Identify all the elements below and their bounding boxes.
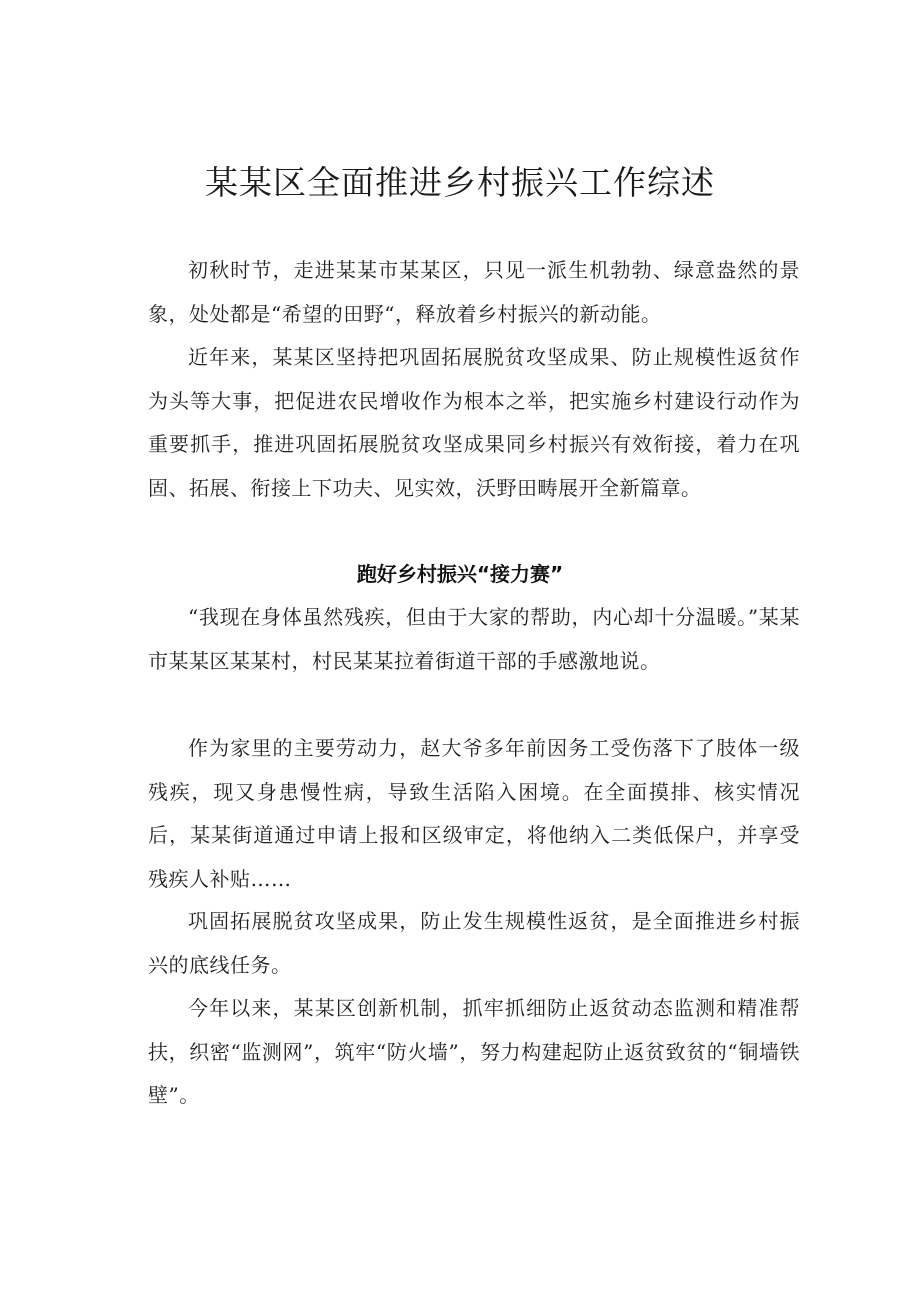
- paragraph-section-3: 巩固拓展脱贫攻坚成果，防止发生规模性返贫，是全面推进乡村振兴的底线任务。: [148, 909, 800, 977]
- paragraph-section-2: 作为家里的主要劳动力，赵大爷多年前因务工受伤落下了肢体一级残疾，现又身患慢性病，导致生活陷入困境。在全面摸排、核实情况后，某某街道通过申请上报和区级审定，将他纳入二类低保户，并享受残疾人补贴……: [148, 736, 800, 891]
- paragraph-intro-2: 近年来，某某区坚持把巩固拓展脱贫攻坚成果、防止规模性返贫作为头等大事，把促进农民增收作为根本之举，把实施乡村建设行动作为重要抓手，推进巩固拓展脱贫攻坚成果同乡村振兴有效衔接，着力在巩固、拓展、衔接上下功夫、见实效，沃野田畴展开全新篇章。: [148, 345, 800, 500]
- paragraph-section-4: 今年以来，某某区创新机制，抓牢抓细防止返贫动态监测和精准帮扶，织密“监测网”，筑牢“防火墙”，努力构建起防止返贫致贫的“铜墙铁壁”。: [148, 996, 800, 1107]
- paragraph-section-1: “我现在身体虽然残疾，但由于大家的帮助，内心却十分温暖。”某某市某某区某某村，村民某某拉着街道干部的手感激地说。: [148, 605, 800, 673]
- document-title: 某某区全面推进乡村振兴工作综述: [205, 163, 715, 202]
- section-heading: 跑好乡村振兴“接力赛”: [356, 562, 564, 586]
- paragraph-intro-1: 初秋时节，走进某某市某某区，只见一派生机勃勃、绿意盎然的景象，处处都是“希望的田野“，释放着乡村振兴的新动能。: [148, 258, 800, 326]
